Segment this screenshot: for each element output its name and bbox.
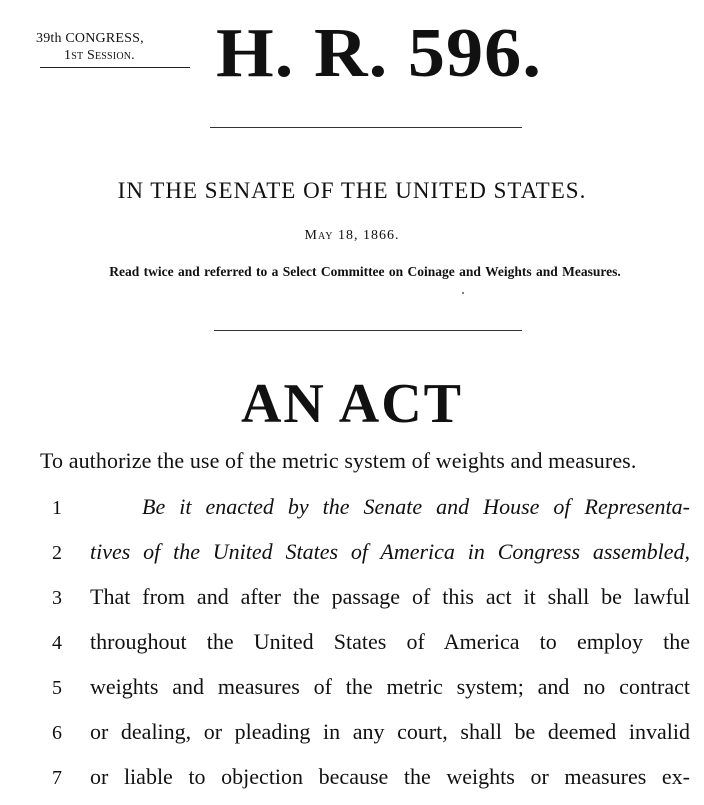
line-text: That from and after the passage of this act it shall be lawful [90,584,690,609]
act-purpose: To authorize the use of the metric system of weights and measures. [40,448,637,473]
chamber-heading: IN THE SENATE OF THE UNITED STATES. [117,178,587,203]
line-number: 7 [52,767,62,789]
line-text: tives of the United States of America in Congress assembled, [90,539,690,564]
line-text: or dealing, or pleading in any court, shall be deemed invalid [90,719,690,744]
line-number: 1 [52,497,62,519]
line-number: 2 [52,542,62,564]
session-label [36,30,188,64]
line-text: Be it enacted by the Senate and House of Representa- [142,494,690,519]
line-text: or liable to objection because the weights or measures ex- [90,764,690,789]
middle-divider [214,330,522,331]
line-number: 4 [52,632,62,654]
session-number: 1st Session. [64,48,135,63]
line-number: 5 [52,677,62,699]
ink-speck [462,292,464,294]
bill-number: H. R. 596. [216,15,542,92]
date-line: May 18, 1866. [304,228,400,243]
line-number: 6 [52,722,62,744]
line-text: weights and measures of the metric system; and no contract [90,674,690,699]
line-text: throughout the United States of America to employ the [90,629,690,654]
referral-note: Read twice and referred to a Select Committee on Coinage and Weights and Measures. [109,264,621,279]
session-underline [40,67,190,68]
congress-label: 39th CONGRESS, [36,31,144,46]
line-number: 3 [52,587,62,609]
top-divider [210,127,522,128]
act-title: AN ACT [240,373,464,435]
